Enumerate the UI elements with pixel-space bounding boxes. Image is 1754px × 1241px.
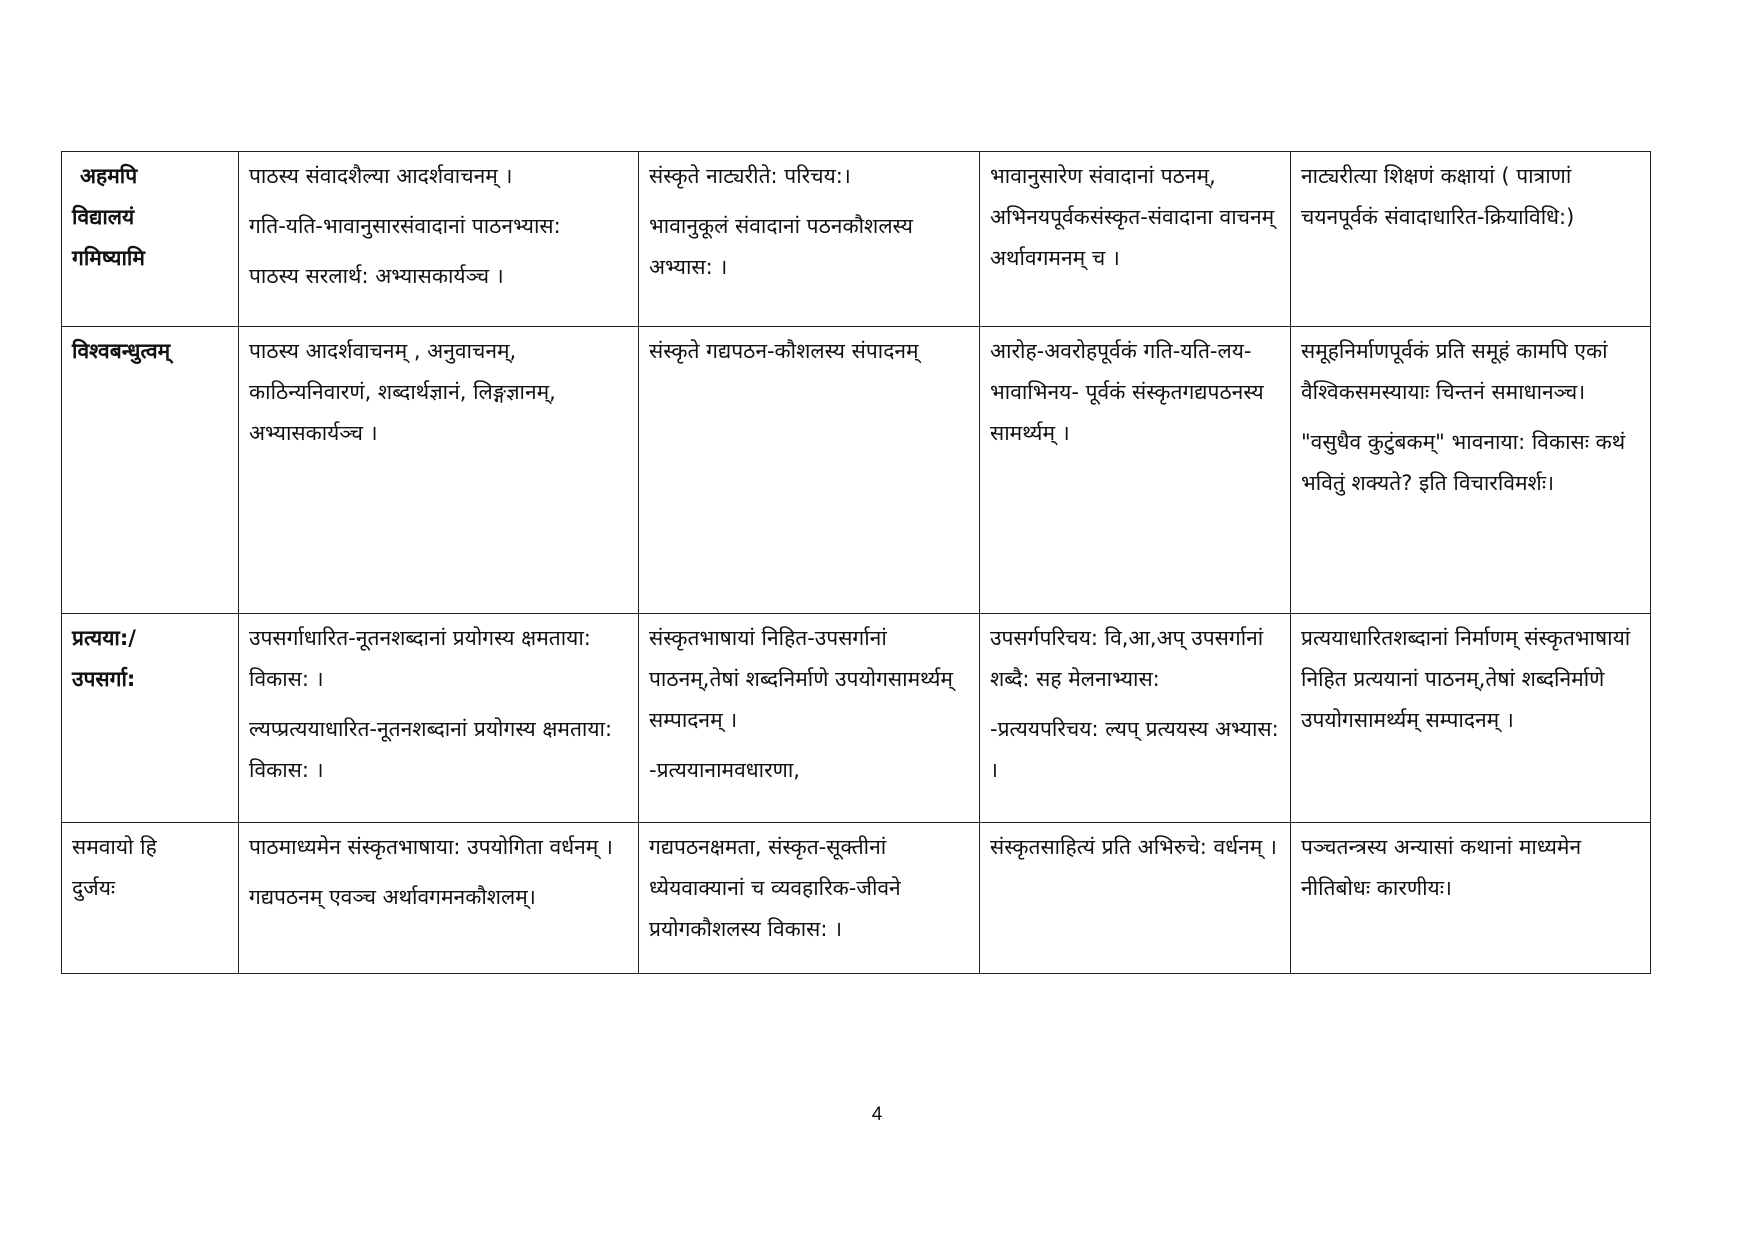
cell-text: संस्कृतसाहित्यं प्रति अभिरुचे: वर्धनम् । — [990, 835, 1277, 859]
topic-cell — [62, 152, 239, 327]
topic-cell — [62, 327, 239, 614]
cell-text: संस्कृते नाट्यरीते: परिचय:। — [649, 164, 851, 188]
cell-text: भावानुकूलं संवादानां पठनकौशलस्य अभ्यास: । — [649, 214, 913, 279]
table-cell — [1291, 823, 1651, 974]
table-row — [62, 327, 1651, 614]
table-cell — [239, 152, 639, 327]
table-cell — [980, 823, 1291, 974]
table-cell — [1291, 614, 1651, 823]
cell-text: भावानुसारेण संवादानां पठनम्, अभिनयपूर्वकसंस्कृत-संवादाना वाचनम् अर्थावगमनम् च । — [990, 164, 1275, 270]
topic-line: विश्वबन्धुत्वम् — [72, 339, 171, 363]
cell-text: "वसुधैव कुटुंबकम्" भावनाया: विकासः कथं भवितुं शक्यते? इति विचारविमर्शः। — [1301, 430, 1626, 495]
table-cell — [239, 823, 639, 974]
table-cell — [639, 152, 980, 327]
topic-line: समवायो हि — [72, 835, 157, 859]
table-cell — [980, 152, 1291, 327]
cell-text: प्रत्ययाधारितशब्दानां निर्माणम् संस्कृतभाषायां निहित प्रत्ययानां पाठनम्,तेषां शब्दनिर्माणे उपयोगसामर्थ्यम् सम्पादनम् । — [1301, 626, 1631, 732]
topic-cell — [62, 614, 239, 823]
table-row — [62, 152, 1651, 327]
topic-line: विद्यालयं — [72, 205, 135, 229]
page-number: 4 — [871, 1104, 883, 1125]
table-row — [62, 614, 1651, 823]
cell-text: पाठस्य संवादशैल्या आदर्शवाचनम् । — [249, 164, 513, 188]
table-cell — [239, 327, 639, 614]
table-cell — [639, 327, 980, 614]
table-cell — [639, 823, 980, 974]
table-row — [62, 823, 1651, 974]
cell-text: संस्कृते गद्यपठन-कौशलस्य संपादनम् — [649, 339, 919, 363]
topic-line: अहमपि — [80, 164, 138, 188]
table-cell — [639, 614, 980, 823]
cell-text: पाठस्य आदर्शवाचनम् , अनुवाचनम्, काठिन्यनिवारणं, शब्दार्थज्ञानं, लिङ्गज्ञानम्, अभ्यासकार्यञ्च । — [249, 339, 556, 445]
curriculum-table — [61, 151, 1651, 974]
table-cell — [1291, 327, 1651, 614]
cell-text: पञ्चतन्त्रस्य अन्यासां कथानां माध्यमेन नीतिबोधः कारणीयः। — [1301, 835, 1582, 900]
table-cell — [980, 327, 1291, 614]
cell-text: संस्कृतभाषायां निहित-उपसर्गानां पाठनम्,तेषां शब्दनिर्माणे उपयोगसामर्थ्यम् सम्पादनम् । — [649, 626, 953, 732]
cell-text: उपसर्गाधारित-नूतनशब्दानां प्रयोगस्य क्षमताया: विकास: । — [249, 626, 591, 691]
cell-text: पाठस्य सरलार्थ: अभ्यासकार्यञ्च । — [249, 264, 504, 288]
cell-text: गति-यति-भावानुसारसंवादानां पाठनभ्यास: — [249, 214, 561, 238]
cell-text: आरोह-अवरोहपूर्वकं गति-यति-लय-भावाभिनय- पूर्वकं संस्कृतगद्यपठनस्य सामर्थ्यम् । — [990, 339, 1264, 445]
cell-text: उपसर्गपरिचय: वि,आ,अप् उपसर्गानां शब्दै: सह मेलनाभ्यास: — [990, 626, 1264, 691]
cell-text: पाठमाध्यमेन संस्कृतभाषाया: उपयोगिता वर्धनम् । — [249, 835, 613, 859]
cell-text: -प्रत्ययपरिचय: ल्यप् प्रत्ययस्य अभ्यास: । — [990, 717, 1279, 782]
table-cell — [980, 614, 1291, 823]
topic-line: प्रत्यया:/ — [72, 626, 136, 650]
table-cell — [1291, 152, 1651, 327]
table-cell — [239, 614, 639, 823]
topic-line: उपसर्गा: — [72, 667, 136, 691]
cell-text: नाट्यरीत्या शिक्षणं कक्षायां ( पात्राणां चयनपूर्वकं संवादाधारित-क्रियाविधि:) — [1301, 164, 1575, 229]
cell-text: गद्यपठनम् एवञ्च अर्थावगमनकौशलम्। — [249, 885, 536, 909]
cell-text: ल्यप्प्रत्ययाधारित-नूतनशब्दानां प्रयोगस्य क्षमताया: विकास: । — [249, 717, 613, 782]
topic-cell — [62, 823, 239, 974]
cell-text: -प्रत्ययानामवधारणा, — [649, 758, 800, 782]
topic-line: दुर्जयः — [72, 876, 116, 900]
cell-text: गद्यपठनक्षमता, संस्कृत-सूक्तीनां ध्येयवाक्यानां च व्यवहारिक-जीवने प्रयोगकौशलस्य विकास: । — [649, 835, 901, 941]
topic-line: गमिष्यामि — [72, 246, 145, 270]
cell-text: समूहनिर्माणपूर्वकं प्रति समूहं कामपि एकां वैश्विकसमस्यायाः चिन्तनं समाधानञ्च। — [1301, 339, 1608, 404]
